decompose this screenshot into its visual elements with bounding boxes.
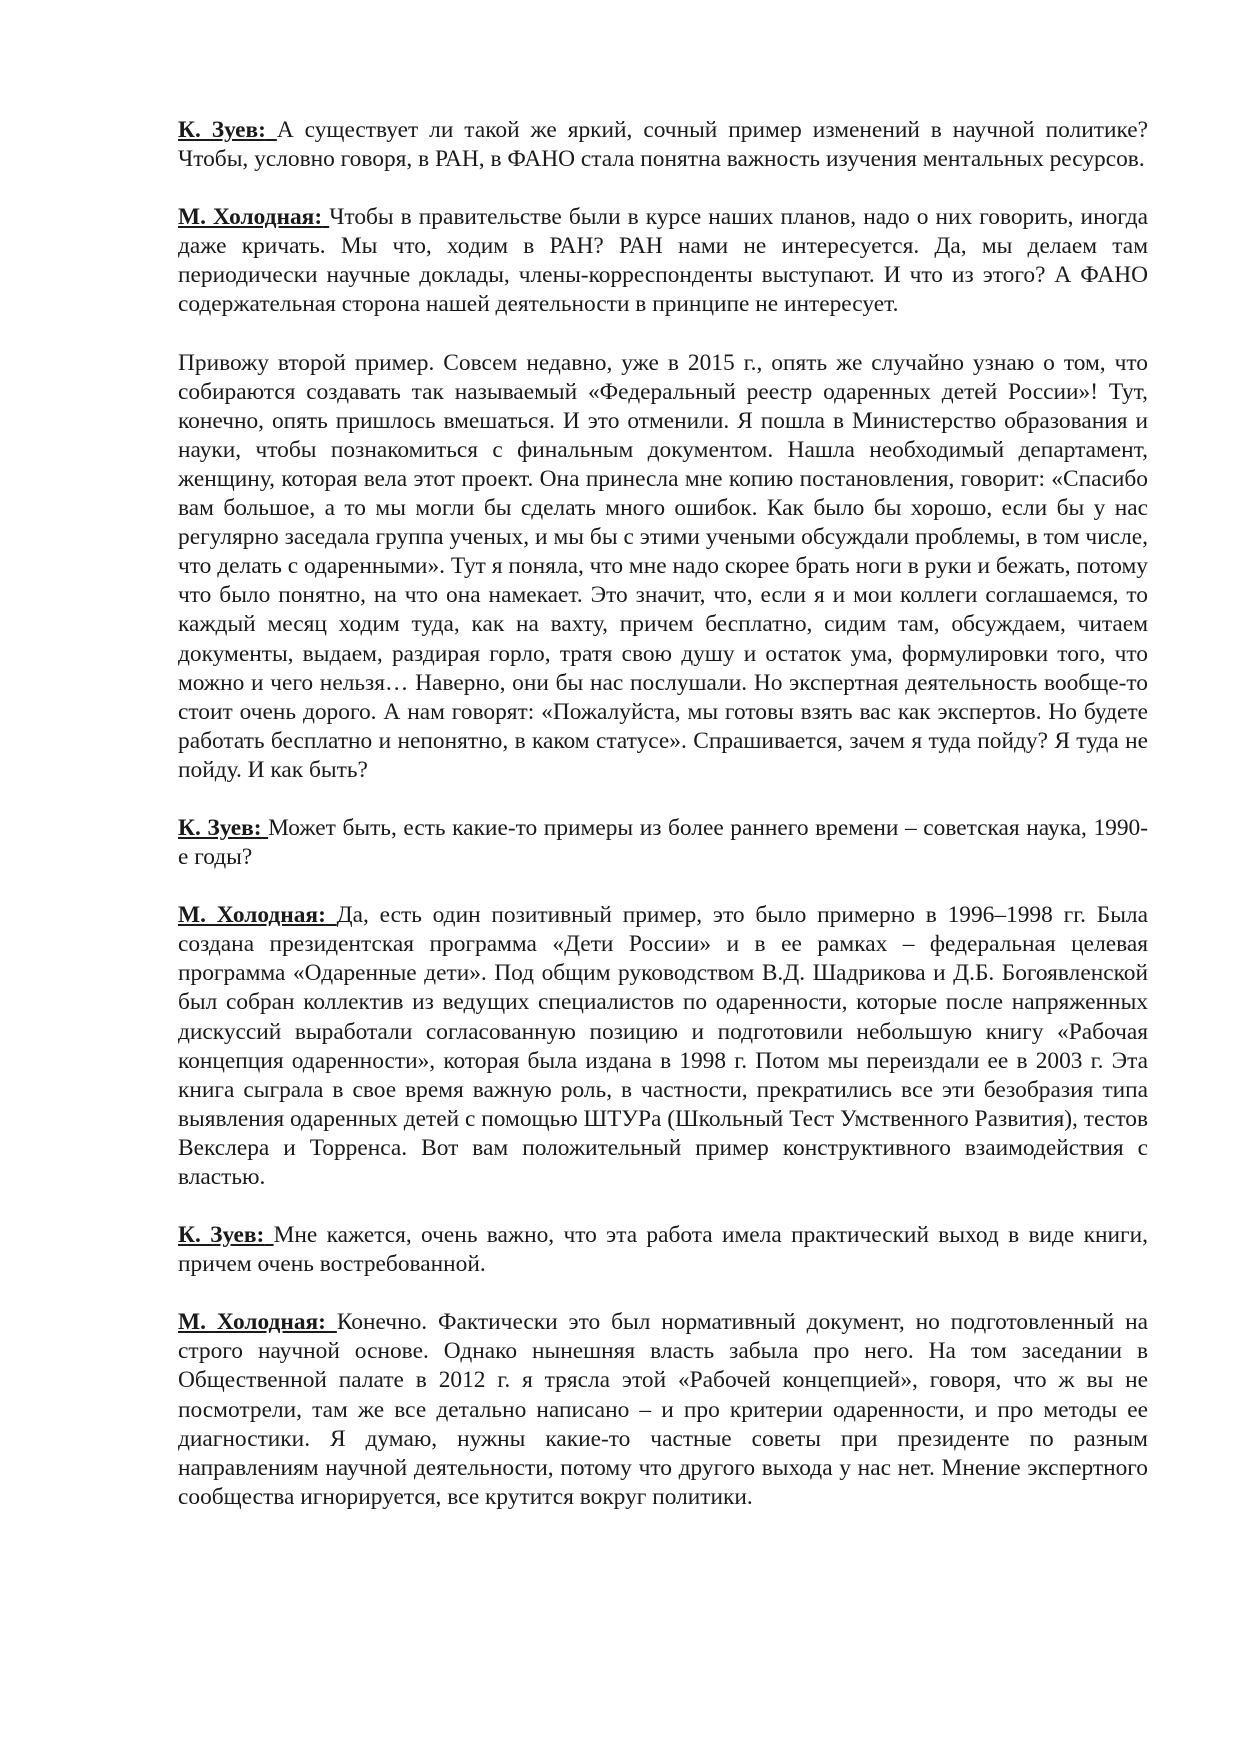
paragraph-text: Да, есть один позитивный пример, это было примерно в 1996–1998 гг. Была создана президентская программа «Дети России» и в ее рамках – федеральная целевая программа «Одаренные дети». Под общим руководством В.Д. Шадрикова и Д.Б. Богоявленской был собран коллектив из ведущих специалистов по одаренности, которые после напряженных дискуссий выработали согласованную позицию и подготовили небольшую книгу «Рабочая концепция одаренности», которая была издана в 1998 г. Потом мы переиздали ее в 2003 г. Эта книга сыграла в свое время важную роль, в частности, прекратились все эти безобразия типа выявления одаренных детей с помощью ШТУРа (Школьный Тест Умственного Развития), тестов Векслера и Торренса. Вот вам положительный пример конструктивного взаимодействия с властью. [178,902,1148,1190]
paragraph-text: А существует ли такой же яркий, сочный пример изменений в научной политике? Чтобы, условно говоря, в РАН, в ФАНО стала понятна важность изучения ментальных ресурсов. [178,117,1149,173]
paragraph-kholodnaya-1 [178,203,1148,319]
speaker-label: К. Зуев: [178,1222,265,1249]
paragraph-zuev-1 [178,116,1148,174]
paragraph-kholodnaya-4 [178,1308,1148,1512]
speaker-label: М. Холодная: [178,204,323,231]
paragraph-text: Конечно. Фактически это был нормативный документ, но подготовленный на строго научной основе. Однако нынешняя власть забыла про него. На том заседании в Общественной палате в 2012 г. я трясла этой «Рабочей концепцией», говоря, что ж вы не посмотрели, там же все детально написано – и про критерии одаренности, и про методы ее диагностики. Я думаю, нужны какие-то частные советы при президенте по разным направлениям научной деятельности, потому что другого выхода у нас нет. Мнение экспертного сообщества игнорируется, все крутится вокруг политики. [178,1309,1148,1510]
paragraph-text: Мне кажется, очень важно, что эта работа имела практический выход в виде книги, причем очень востребованной. [178,1222,1148,1278]
paragraph-text: Чтобы в правительстве были в курсе наших планов, надо о них говорить, иногда даже кричать. Мы что, ходим в РАН? РАН нами не интересуется. Да, мы делаем там периодически научные доклады, члены-корреспонденты выступают. И что из этого? А ФАНО содержательная сторона нашей деятельности в принципе не интересует. [178,204,1148,318]
paragraph-text: Привожу второй пример. Совсем недавно, уже в 2015 г., опять же случайно узнаю о том, что собираются создавать так называемый «Федеральный реестр одаренных детей России»! Тут, конечно, опять пришлось вмешаться. И это отменили. Я пошла в Министерство образования и науки, чтобы познакомиться с финальным документом. Нашла необходимый департамент, женщину, которая вела этот проект. Она принесла мне копию постановления, говорит: «Спасибо вам большое, а то мы могли бы сделать много ошибок. Как было бы хорошо, если бы у нас регулярно заседала группа ученых, и мы бы с этими учеными обсуждали проблемы, в том числе, что делать с одаренными». Тут я поняла, что мне надо скорее брать ноги в руки и бежать, потому что было понятно, на что она намекает. Это значит, что, если я и мои коллеги соглашаемся, то каждый месяц ходим туда, как на вахту, причем бесплатно, сидим там, обсуждаем, читаем документы, выдаем, раздирая горло, тратя свою душу и остаток ума, формулировки того, что можно и чего нельзя… Наверно, они бы нас послушали. Но экспертная деятельность вообще-то стоит очень дорого. А нам говорят: «Пожалуйста, мы готовы взять вас как экспертов. Но будете работать бесплатно и непонятно, в каком статусе». Спрашивается, зачем я туда пойду? Я туда не пойду. И как быть? [178,349,1148,783]
paragraph-kholodnaya-2 [178,349,1148,785]
paragraph-zuev-2 [178,814,1148,872]
paragraph-text: Может быть, есть какие-то примеры из более раннего времени – советская наука, 1990-е годы? [178,814,1149,871]
speaker-label: М. Холодная: [178,902,326,929]
speaker-label: М. Холодная: [178,1309,326,1336]
document-page [178,116,1148,1541]
paragraph-kholodnaya-3 [178,901,1148,1192]
speaker-label: К. Зуев: [178,814,262,841]
paragraph-zuev-3 [178,1221,1148,1279]
speaker-label: К. Зуев: [178,117,266,143]
